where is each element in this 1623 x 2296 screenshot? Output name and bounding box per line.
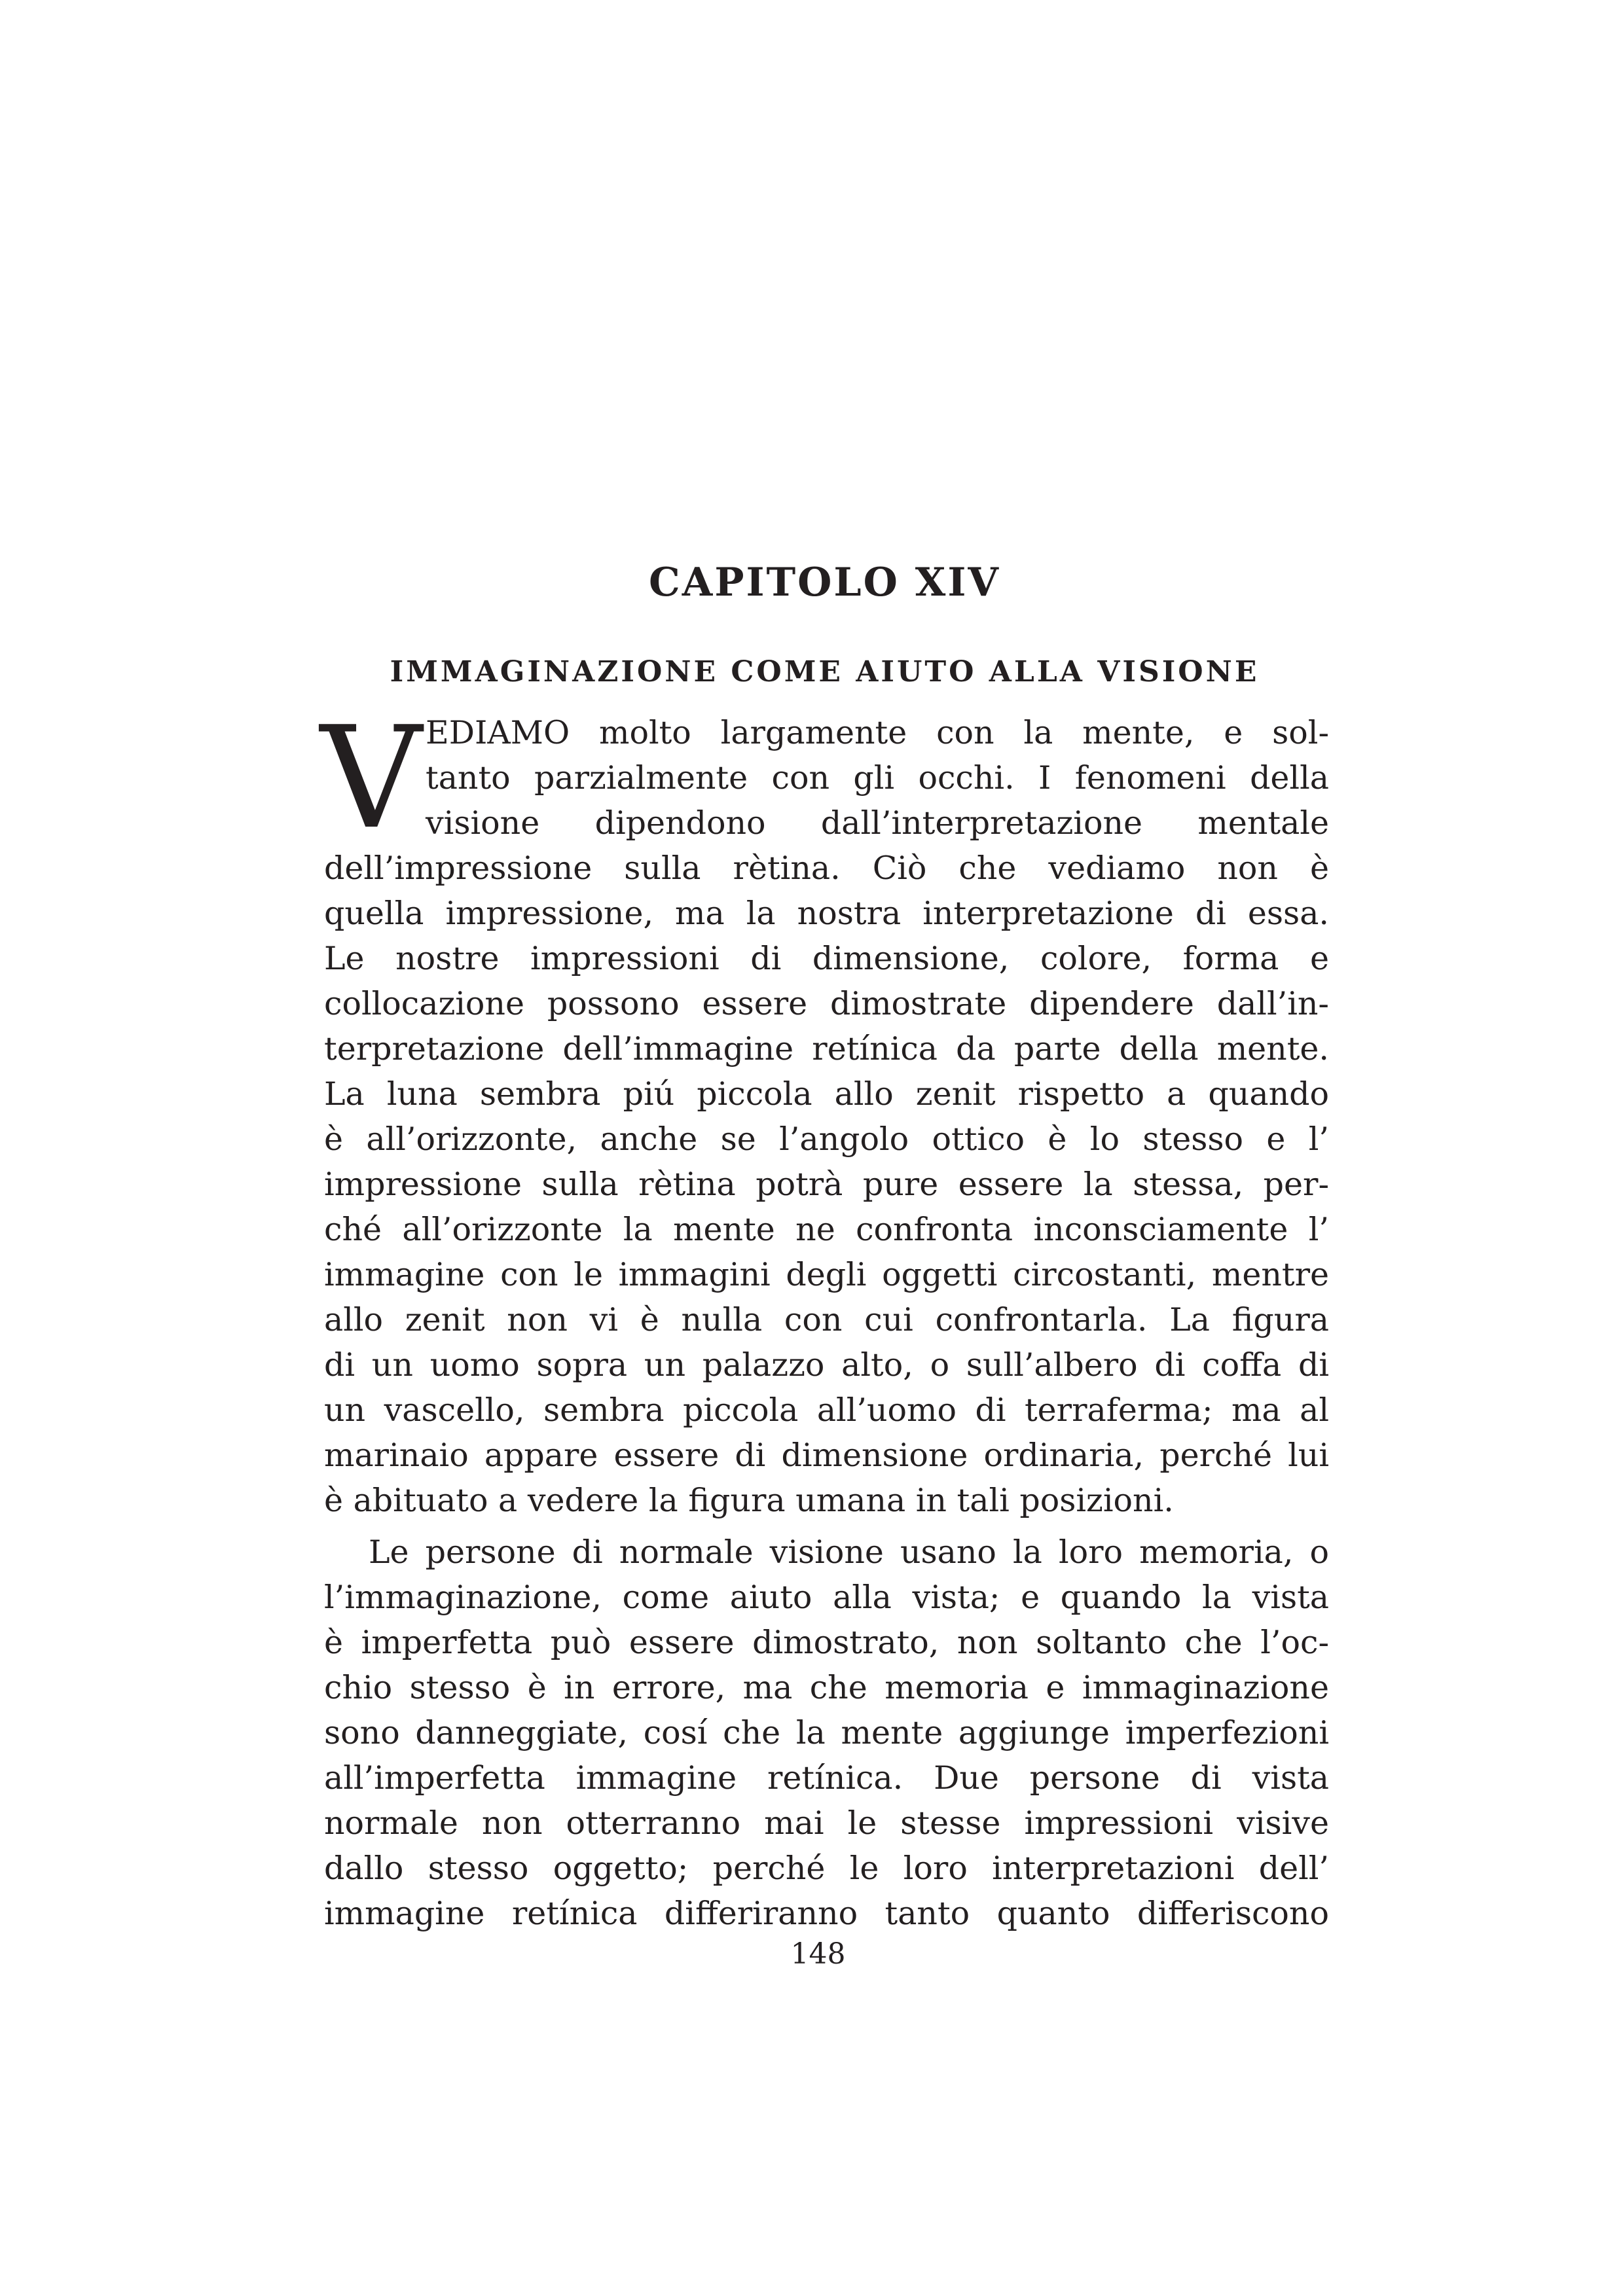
text-line: collocazione possono essere dimostrate dipendere dall’in- xyxy=(324,985,1329,1022)
text-line: l’immaginazione, come aiuto alla vista; e quando la vista xyxy=(324,1579,1329,1616)
text-line: dell’impressione sulla rètina. Ciò che vediamo non è xyxy=(324,850,1329,887)
text-line: di un uomo sopra un palazzo alto, o sull’albero di coffa di xyxy=(324,1346,1329,1384)
text-line: Le persone di normale visione usano la loro memoria, o xyxy=(369,1534,1329,1571)
text-line: sono danneggiate, cosí che la mente aggiunge imperfezioni xyxy=(324,1714,1329,1751)
chapter-title: CAPITOLO XIV xyxy=(649,560,1000,606)
text-line: immagine retínica differiranno tanto quanto differiscono xyxy=(324,1895,1329,1932)
body-text xyxy=(320,696,1329,1936)
text-line: quella impressione, ma la nostra interpretazione di essa. xyxy=(324,895,1329,932)
text-line: terpretazione dell’immagine retínica da parte della mente. xyxy=(324,1030,1329,1067)
text-line: è imperfetta può essere dimostrato, non soltanto che l’oc- xyxy=(324,1624,1329,1661)
drop-cap: V xyxy=(320,696,422,860)
paragraph-2 xyxy=(324,1530,1329,1936)
text-line: visione dipendono dall’interpretazione mentale xyxy=(426,804,1329,842)
chapter-subtitle: IMMAGINAZIONE COME AIUTO ALLA VISIONE xyxy=(390,655,1260,689)
text-line: Le nostre impressioni di dimensione, colore, forma e xyxy=(324,940,1329,977)
text-line: EDIAMO molto largamente con la mente, e sol- xyxy=(426,714,1329,751)
text-line: chio stesso è in errore, ma che memoria e immaginazione xyxy=(324,1669,1329,1706)
text-line: normale non otterranno mai le stesse impressioni visive xyxy=(324,1804,1329,1842)
paragraph-1 xyxy=(324,710,1329,1523)
text-line: all’imperfetta immagine retínica. Due persone di vista xyxy=(324,1759,1329,1797)
text-line: è abituato a vedere la figura umana in tali posizioni. xyxy=(324,1482,1174,1519)
page-number: 148 xyxy=(790,1937,846,1971)
text-line: un vascello, sembra piccola all’uomo di terraferma; ma al xyxy=(324,1391,1329,1429)
text-line: ché all’orizzonte la mente ne confronta inconsciamente l’ xyxy=(324,1211,1329,1248)
text-line: marinaio appare essere di dimensione ordinaria, perché lui xyxy=(324,1437,1329,1474)
text-line: tanto parzialmente con gli occhi. I fenomeni della xyxy=(426,759,1329,797)
text-line: allo zenit non vi è nulla con cui confrontarla. La figura xyxy=(324,1301,1329,1338)
text-line: immagine con le immagini degli oggetti circostanti, mentre xyxy=(324,1256,1329,1293)
text-line: impressione sulla rètina potrà pure essere la stessa, per- xyxy=(324,1166,1329,1203)
text-line: dallo stesso oggetto; perché le loro interpretazioni dell’ xyxy=(324,1850,1329,1887)
text-line: è all’orizzonte, anche se l’angolo ottico è lo stesso e l’ xyxy=(324,1121,1329,1158)
text-line: La luna sembra piú piccola allo zenit rispetto a quando xyxy=(324,1075,1329,1113)
